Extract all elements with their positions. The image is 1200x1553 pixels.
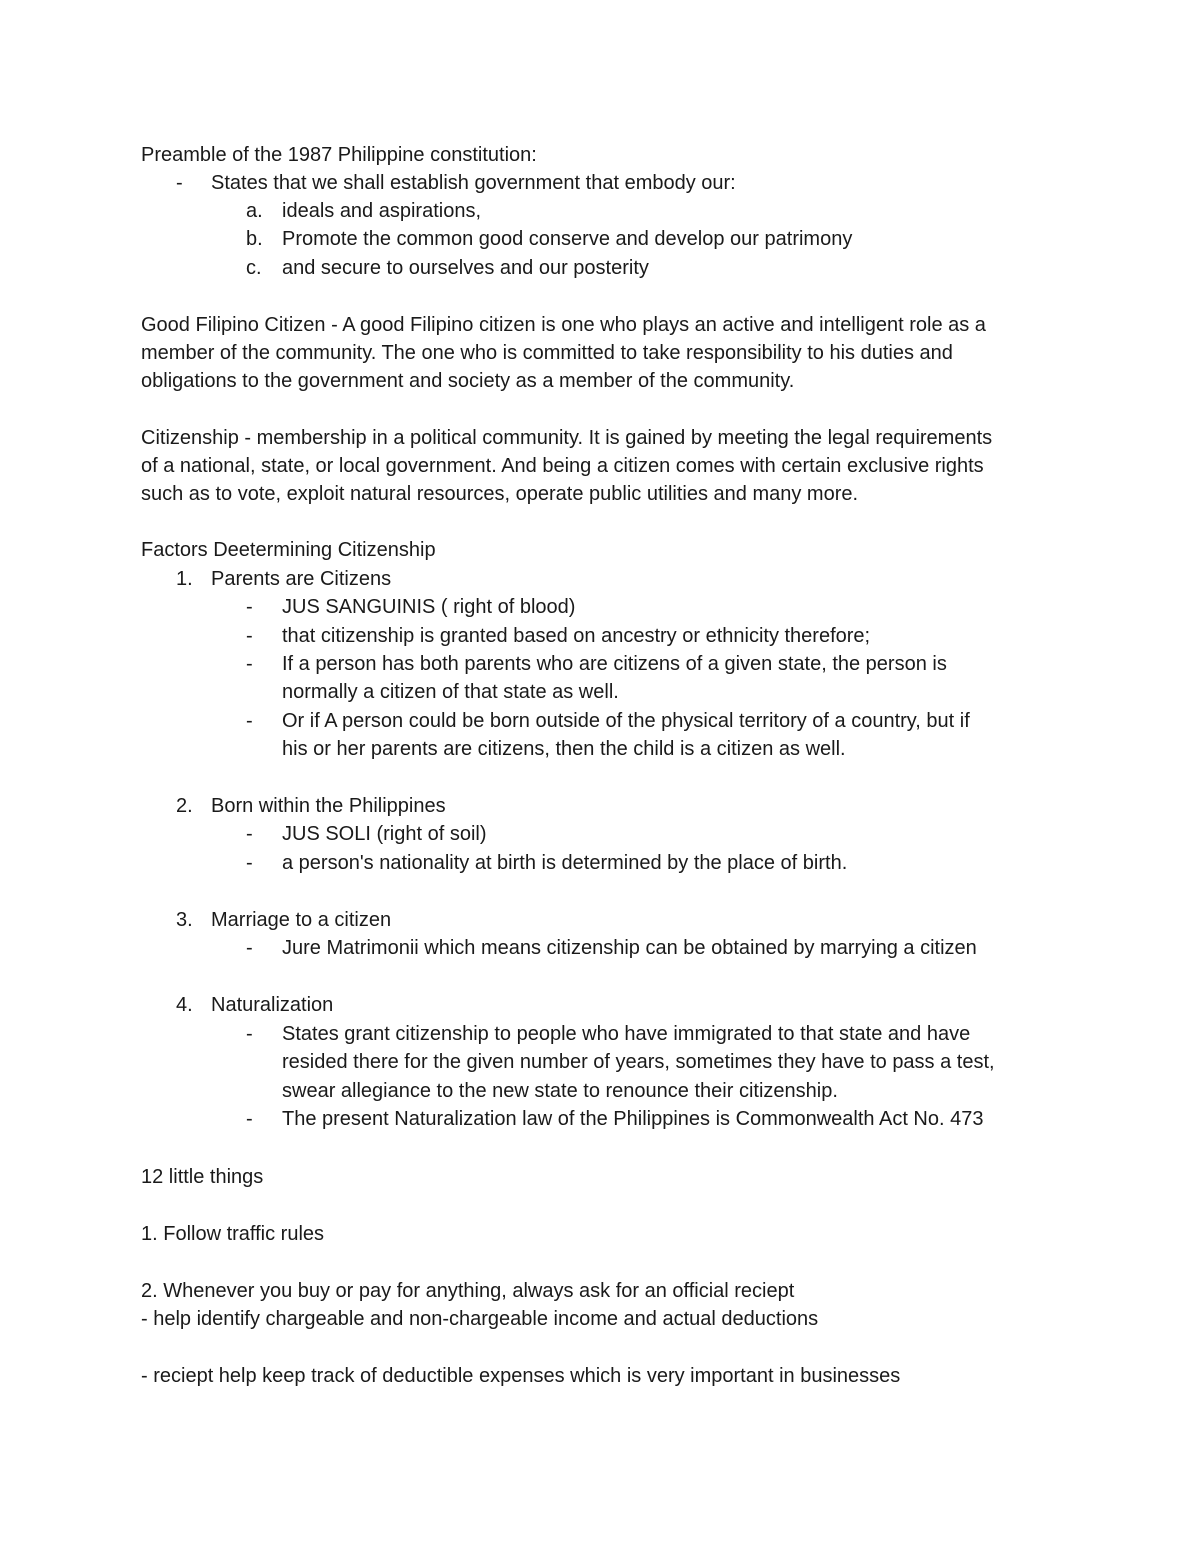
citizenship-line: Citizenship - membership in a political community. It is gained by meeting the legal requirements [141,427,993,449]
list-number: 2. [176,795,193,817]
list-item: The present Naturalization law of the Philippines is Commonwealth Act No. 473 [282,1108,984,1130]
list-dash: - [246,625,253,647]
good-citizen-line: obligations to the government and society as a member of the community. [141,370,795,392]
list-dash: - [246,1108,253,1130]
list-dash: - [246,710,253,732]
factor-title: Naturalization [211,994,334,1016]
list-dash: - [246,937,253,959]
list-marker: a. [246,200,263,222]
factor-title: Born within the Philippines [211,795,446,817]
list-item: Jure Matrimonii which means citizenship can be obtained by marrying a citizen [282,937,977,959]
list-number: 1. [176,568,193,590]
preamble-heading: Preamble of the 1987 Philippine constitution: [141,144,537,166]
list-item-continuation: resided there for the given number of years, sometimes they have to pass a test, [282,1051,995,1073]
list-item: If a person has both parents who are citizens of a given state, the person is [282,653,947,675]
list-item: that citizenship is granted based on ancestry or ethnicity therefore; [282,625,871,647]
good-citizen-line: Good Filipino Citizen - A good Filipino citizen is one who plays an active and intelligent role as a [141,314,986,336]
list-marker: c. [246,257,262,279]
list-item: Or if A person could be born outside of the physical territory of a country, but if [282,710,970,732]
list-dash: - [246,823,253,845]
little-thing-note: - reciept help keep track of deductible expenses which is very important in businesses [141,1365,901,1387]
list-item: States grant citizenship to people who have immigrated to that state and have [282,1023,971,1045]
list-item: JUS SOLI (right of soil) [282,823,487,845]
list-dash: - [246,852,253,874]
factor-title: Parents are Citizens [211,568,392,590]
factors-heading: Factors Deetermining Citizenship [141,539,436,561]
list-marker: b. [246,228,263,250]
list-item-continuation: normally a citizen of that state as well. [282,681,619,703]
factor-title: Marriage to a citizen [211,909,392,931]
list-item: JUS SANGUINIS ( right of blood) [282,596,576,618]
list-dash: - [246,1023,253,1045]
preamble-bullet: States that we shall establish government that embody our: [211,172,736,194]
list-item-continuation: swear allegiance to the new state to renounce their citizenship. [282,1080,838,1102]
little-things-heading: 12 little things [141,1166,264,1188]
list-item: a person's nationality at birth is determined by the place of birth. [282,852,848,874]
citizenship-line: of a national, state, or local government. And being a citizen comes with certain exclusive rights [141,455,984,477]
citizenship-line: such as to vote, exploit natural resources, operate public utilities and many more. [141,483,859,505]
list-dash: - [246,596,253,618]
list-item-continuation: his or her parents are citizens, then the child is a citizen as well. [282,738,846,760]
little-thing-note: - help identify chargeable and non-chargeable income and actual deductions [141,1308,819,1330]
list-number: 3. [176,909,193,931]
list-item: Promote the common good conserve and develop our patrimony [282,228,853,250]
little-thing-item: 1. Follow traffic rules [141,1223,325,1245]
list-number: 4. [176,994,193,1016]
list-item: and secure to ourselves and our posterity [282,257,649,279]
list-dash: - [176,172,183,194]
little-thing-item: 2. Whenever you buy or pay for anything, always ask for an official reciept [141,1280,795,1302]
list-dash: - [246,653,253,675]
list-item: ideals and aspirations, [282,200,482,222]
good-citizen-line: member of the community. The one who is committed to take responsibility to his duties and [141,342,953,364]
